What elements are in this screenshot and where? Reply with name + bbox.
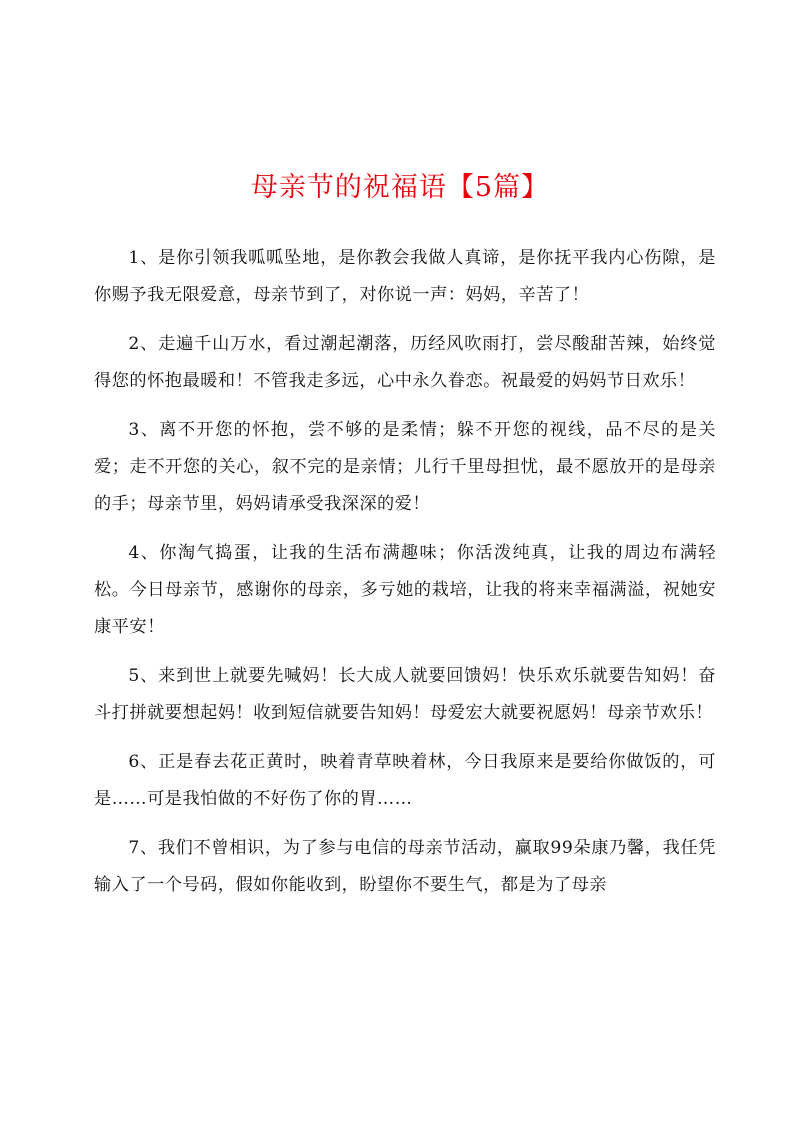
paragraph-2: 2、走遍千山万水，看过潮起潮落，历经风吹雨打，尝尽酸甜苦辣，始终觉得您的怀抱最暖和！不管我走多远，心中永久眷恋。祝最爱的妈妈节日欢乐！ — [94, 334, 716, 391]
paragraph-6: 6、正是春去花正黄时，映着青草映着林，今日我原来是要给你做饭的，可是……可是我怕做的不好伤了你的胃…… — [94, 752, 716, 809]
document-body — [94, 240, 716, 916]
document-title: 母亲节的祝福语【5篇】 — [250, 172, 550, 203]
paragraph-7: 7、我们不曾相识，为了参与电信的母亲节活动，赢取99朵康乃馨，我任凭输入了一个号码，假如你能收到，盼望你不要生气，都是为了母亲 — [94, 838, 716, 895]
paragraph-1: 1、是你引领我呱呱坠地，是你教会我做人真谛，是你抚平我内心伤隙，是你赐予我无限爱意，母亲节到了，对你说一声：妈妈，辛苦了！ — [94, 248, 716, 305]
paragraph-4: 4、你淘气捣蛋，让我的生活布满趣味；你活泼纯真，让我的周边布满轻松。今日母亲节，感谢你的母亲，多亏她的栽培，让我的将来幸福满溢，祝她安康平安！ — [94, 543, 716, 637]
paragraph-3: 3、离不开您的怀抱，尝不够的是柔情；躲不开您的视线，品不尽的是关爱；走不开您的关心，叙不完的是亲情；儿行千里母担忧，最不愿放开的是母亲的手；母亲节里，妈妈请承受我深深的爱！ — [94, 420, 716, 514]
paragraph-5: 5、来到世上就要先喊妈！长大成人就要回馈妈！快乐欢乐就要告知妈！奋斗打拼就要想起妈！收到短信就要告知妈！母爱宏大就要祝愿妈！母亲节欢乐！ — [94, 666, 716, 723]
